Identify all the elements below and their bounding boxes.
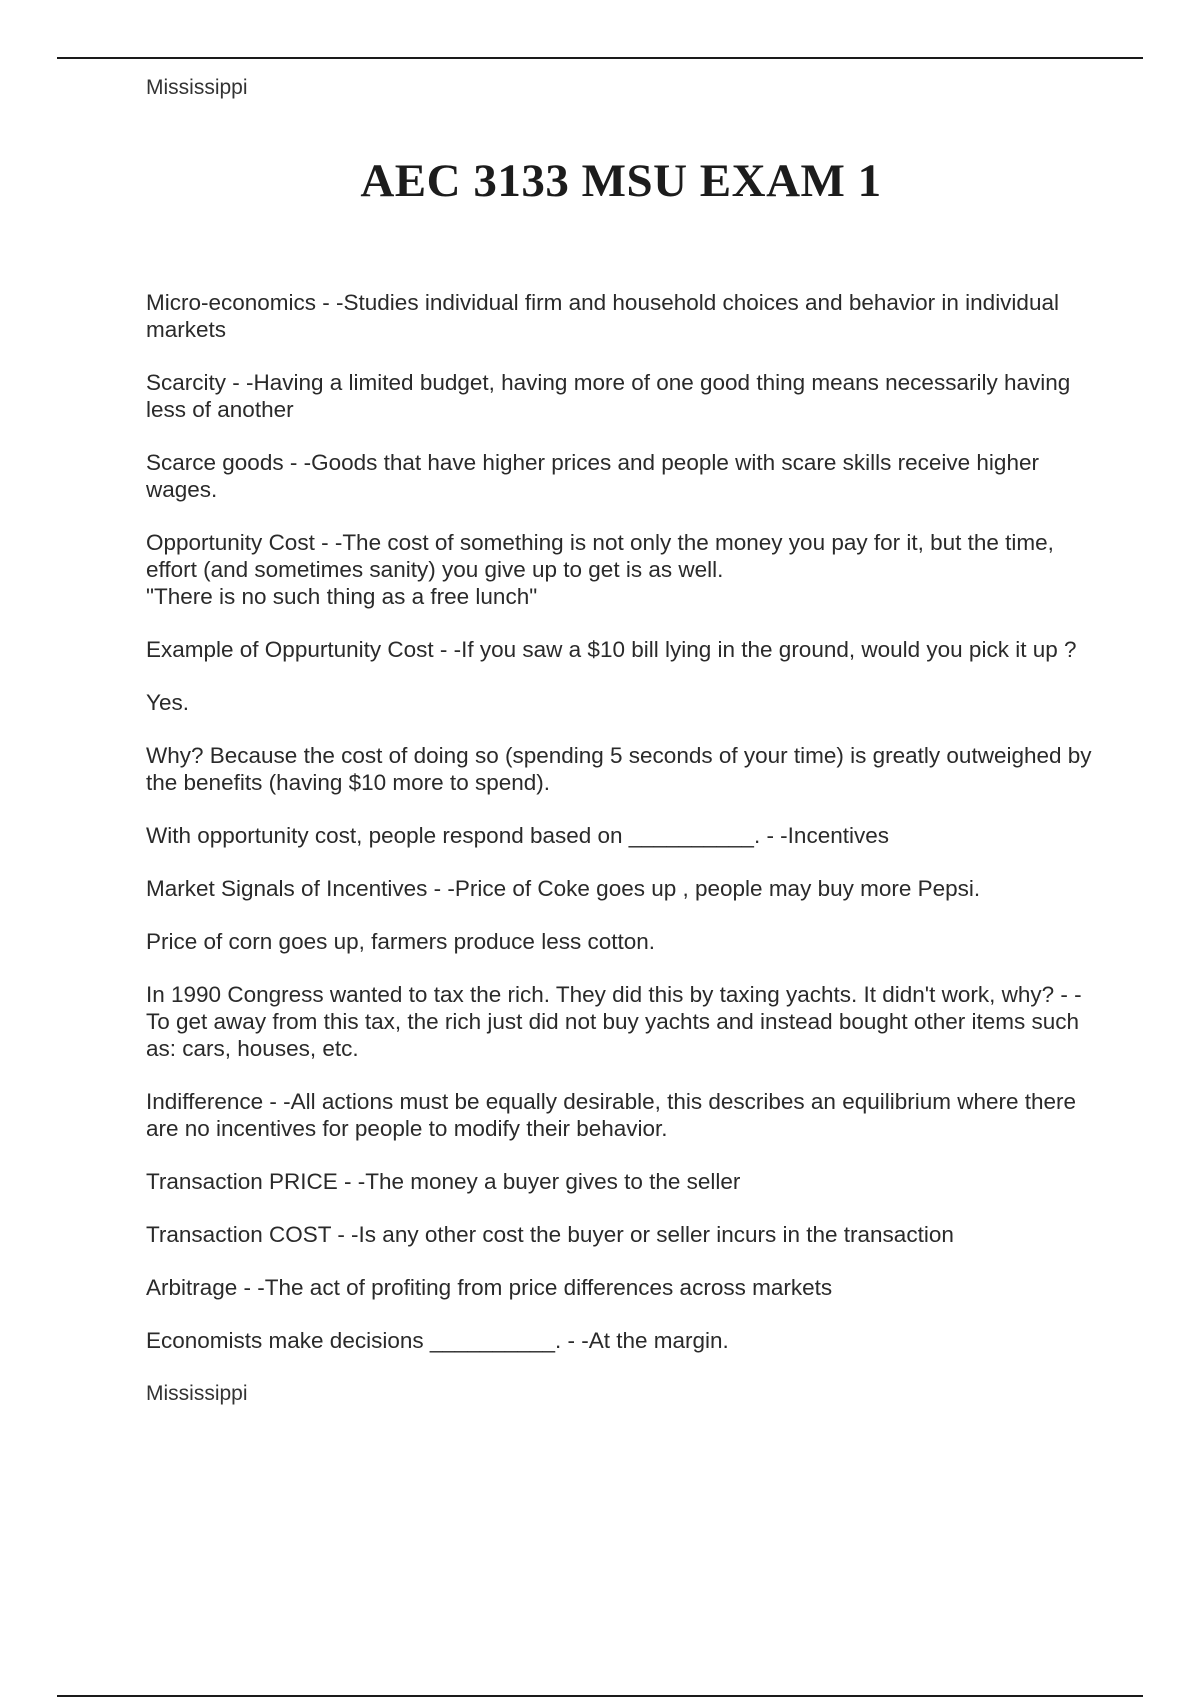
paragraph-yes: Yes. (146, 690, 189, 715)
document-page (146, 60, 1096, 1407)
paragraph-market-signals: Market Signals of Incentives - -Price of Coke goes up , people may buy more Pepsi. (146, 876, 981, 901)
paragraph-yacht-tax: In 1990 Congress wanted to tax the rich. They did this by taxing yachts. It didn't work, why? - -To get away from this tax, the rich just did not buy yachts and instead bought other items such as: cars, houses, etc. (146, 982, 1082, 1061)
paragraph-arbitrage: Arbitrage - -The act of profiting from price differences across markets (146, 1275, 833, 1300)
paragraph-scarcity: Scarcity - -Having a limited budget, having more of one good thing means necessarily having less of another (146, 370, 1071, 422)
header-label: Mississippi (146, 76, 248, 99)
document-title: AEC 3133 MSU EXAM 1 (360, 155, 882, 207)
bottom-rule (57, 1695, 1143, 1697)
paragraph-opportunity-cost-example: Example of Oppurtunity Cost - -If you saw a $10 bill lying in the ground, would you pick it up ? (146, 637, 1077, 662)
paragraph-incentives: With opportunity cost, people respond based on __________. - -Incentives (146, 823, 889, 848)
paragraph-at-the-margin: Economists make decisions __________. - -At the margin. (146, 1328, 729, 1353)
paragraph-micro-economics: Micro-economics - -Studies individual firm and household choices and behavior in individual markets (146, 290, 1059, 342)
paragraph-transaction-cost: Transaction COST - -Is any other cost the buyer or seller incurs in the transaction (146, 1222, 954, 1247)
paragraph-price-of-corn: Price of corn goes up, farmers produce less cotton. (146, 929, 655, 954)
footer-label: Mississippi (146, 1382, 248, 1405)
paragraph-indifference: Indifference - -All actions must be equally desirable, this describes an equilibrium where there are no incentives for people to modify their behavior. (146, 1089, 1077, 1141)
paragraph-scarce-goods: Scarce goods - -Goods that have higher prices and people with scare skills receive higher wages. (146, 450, 1039, 502)
paragraph-transaction-price: Transaction PRICE - -The money a buyer gives to the seller (146, 1169, 741, 1194)
document-body (146, 289, 1096, 1354)
top-rule (57, 57, 1143, 59)
paragraph-why: Why? Because the cost of doing so (spending 5 seconds of your time) is greatly outweighed by the benefits (having $10 more to spend). (146, 743, 1092, 795)
paragraph-opportunity-cost: Opportunity Cost - -The cost of something is not only the money you pay for it, but the time, effort (and sometimes sanity) you give up to get is as well. "There is no such thing as a free lunch" (146, 530, 1054, 609)
